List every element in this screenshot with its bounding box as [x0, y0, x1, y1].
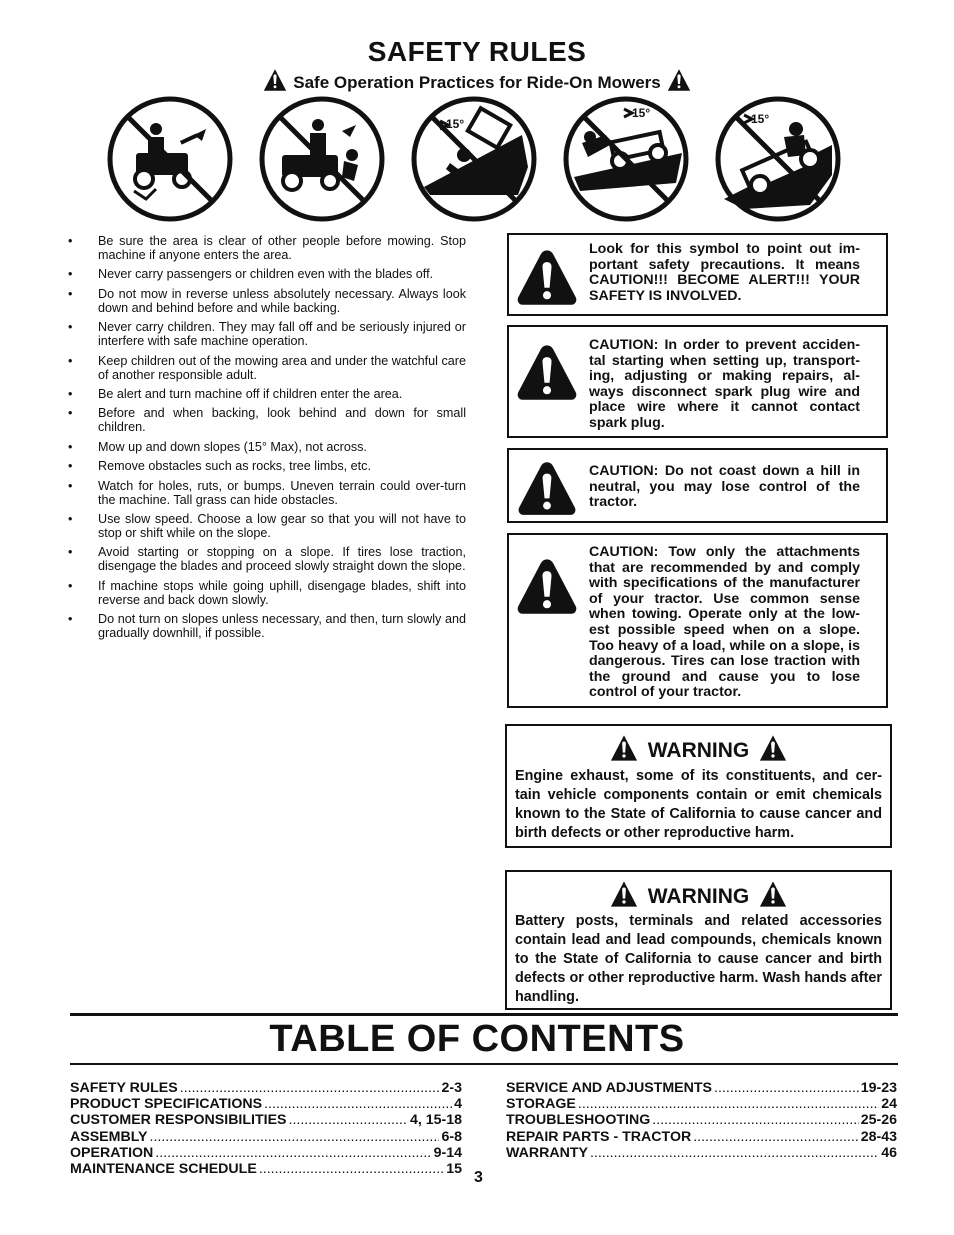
warning-triangle-icon [759, 880, 787, 908]
toc-entry-page: 19-23 [860, 1080, 897, 1096]
caution-triangle-icon [515, 242, 579, 310]
toc-entry[interactable] [506, 1080, 897, 1096]
toc-entry[interactable] [506, 1112, 897, 1128]
toc-entry[interactable] [506, 1145, 897, 1161]
toc-entry-page: 4, 15-18 [409, 1112, 462, 1129]
toc-entry-page: 9-14 [433, 1144, 462, 1161]
warning-text: Battery posts, terminals and related accessories contain lead and lead compounds, chemicals known to the State of California to cause cancer and birth defects or other reproductive harm. Wash hands after handling. [515, 913, 882, 1005]
safety-bullet: • Do not mow in reverse unless absolutely necessary. Always look down and behind before and while backing. [66, 287, 466, 315]
no-bystanders-pictogram-icon [106, 95, 234, 223]
pictogram-angle-label: 15° [632, 106, 651, 120]
subtitle-text: Safe Operation Practices for Ride-On Mowers [293, 73, 661, 92]
toc-entry[interactable] [70, 1145, 462, 1161]
toc-entry-page: 24 [881, 1096, 897, 1113]
toc-column-right [506, 1080, 897, 1161]
caution-triangle-icon [515, 551, 579, 619]
toc-entry-label: MAINTENANCE SCHEDULE [70, 1161, 257, 1178]
toc-entry[interactable] [70, 1080, 462, 1096]
caution-text: CAUTION: Tow only the attachments that are recommended by and comply with specifications of the manufacturer of your tractor. Use common sense when towing. Operate only at the low-est possible speed when on a slope. Too heavy of a load, while on a slope, is dangerous. Tires can lose traction with the ground and cause you to lose control of your tractor. [589, 544, 860, 701]
toc-entry-page: 4 [454, 1096, 462, 1113]
toc-entry[interactable] [70, 1112, 462, 1128]
caution-box [507, 533, 888, 708]
safety-bullet: • Never carry children. They may fall off and be seriously injured or interfere with safe machine operation. [66, 320, 466, 348]
safety-bullet: • Watch for holes, ruts, or bumps. Uneven terrain could over-turn the machine. Tall grass can hide obstacles. [66, 479, 466, 507]
caution-text: CAUTION: In order to prevent acciden-tal starting when setting up, transport-ing, adjusting or making repairs, al-ways disconnect spark plug wire and place wire where it cannot contact spark plug. [589, 337, 860, 431]
caution-box [507, 325, 888, 438]
safety-bullet: • Never carry passengers or children even with the blades off. [66, 267, 466, 281]
caution-text: CAUTION: Do not coast down a hill in neutral, you may lose control of the tractor. [589, 463, 860, 511]
no-passengers-pictogram-icon [258, 95, 386, 223]
warning-box [505, 724, 892, 848]
safety-bullet-list [66, 234, 466, 645]
caution-box [507, 233, 888, 316]
caution-triangle-icon [515, 337, 579, 405]
toc-entry[interactable] [506, 1129, 897, 1145]
warning-triangle-icon [610, 734, 638, 762]
warning-heading [507, 734, 890, 763]
toc-entry-label: PRODUCT SPECIFICATIONS [70, 1096, 263, 1113]
toc-entry-label: SERVICE AND ADJUSTMENTS [506, 1080, 713, 1096]
toc-entry-page: 28-43 [860, 1128, 897, 1145]
warning-heading-text: WARNING [647, 885, 750, 908]
safety-bullet: • Mow up and down slopes (15° Max), not across. [66, 440, 466, 454]
toc-entry-page: 25-26 [860, 1112, 897, 1129]
pictogram-angle-label: 15° [446, 117, 465, 131]
toc-entry-label: STORAGE [506, 1096, 576, 1113]
safety-bullet: • Before and when backing, look behind and down for small children. [66, 406, 466, 434]
toc-entry-page: 46 [881, 1144, 897, 1161]
page-number: 3 [474, 1169, 483, 1186]
caution-box [507, 448, 888, 523]
toc-entry[interactable] [70, 1161, 462, 1177]
toc-entry-page: 15 [446, 1161, 462, 1178]
warning-triangle-icon [263, 68, 287, 92]
toc-entry-label: CUSTOMER RESPONSIBILITIES [70, 1112, 287, 1129]
toc-title: TABLE OF CONTENTS [269, 1018, 685, 1060]
warning-text: Engine exhaust, some of its constituents, and cer-tain vehicle components contain or emit chemicals known to the State of California to cause cancer and birth defects or other reproductive harm. [515, 768, 882, 841]
toc-entry[interactable] [70, 1129, 462, 1145]
divider [70, 1013, 898, 1016]
safety-bullet: • Avoid starting or stopping on a slope. If tires lose traction, disengage the blades and proceed slowly straight down the slope. [66, 545, 466, 573]
toc-entry-page: 6-8 [441, 1128, 462, 1145]
safety-bullet: • Use slow speed. Choose a low gear so that you will not have to stop or shift while on the slope. [66, 512, 466, 540]
pictogram-angle-label: 15° [751, 112, 770, 126]
warning-triangle-icon [667, 68, 691, 92]
toc-entry-label: ASSEMBLY [70, 1128, 148, 1145]
toc-entry[interactable] [506, 1096, 897, 1112]
warning-heading [507, 880, 890, 909]
safety-bullet: • Do not turn on slopes unless necessary, and then, turn slowly and gradually downhill, if possible. [66, 612, 466, 640]
warning-triangle-icon [610, 880, 638, 908]
no-mowing-across-slope-pictogram-icon [410, 95, 538, 223]
no-tipping-on-slope-pictogram-icon [562, 95, 690, 223]
warning-triangle-icon [759, 734, 787, 762]
toc-entry[interactable] [70, 1096, 462, 1112]
toc-entry-label: OPERATION [70, 1144, 154, 1161]
caution-triangle-icon [515, 456, 579, 518]
slope-limit-pictogram-icon [714, 95, 842, 223]
toc-entry-label: SAFETY RULES [70, 1080, 178, 1096]
warning-box [505, 870, 892, 1010]
toc-column-left [70, 1080, 462, 1177]
caution-text: Look for this symbol to point out im-portant safety precautions. It means CAUTION!!! BECOME ALERT!!! YOUR SAFETY IS INVOLVED. [589, 241, 860, 304]
divider [70, 1063, 898, 1065]
safety-rules-title: SAFETY RULES [367, 36, 587, 67]
toc-entry-label: REPAIR PARTS - TRACTOR [506, 1128, 692, 1145]
toc-entry-page: 2-3 [441, 1080, 462, 1096]
toc-entry-label: WARRANTY [506, 1144, 588, 1161]
safety-bullet: • Remove obstacles such as rocks, tree limbs, etc. [66, 459, 466, 473]
safety-subtitle [0, 68, 954, 93]
warning-heading-text: WARNING [647, 739, 750, 762]
safety-bullet: • If machine stops while going uphill, disengage blades, shift into reverse and back down slowly. [66, 579, 466, 607]
toc-entry-label: TROUBLESHOOTING [506, 1112, 651, 1129]
safety-bullet: • Keep children out of the mowing area and under the watchful care of another responsible adult. [66, 354, 466, 382]
safety-bullet: • Be alert and turn machine off if children enter the area. [66, 387, 466, 401]
safety-bullet: • Be sure the area is clear of other people before mowing. Stop machine if anyone enters the area. [66, 234, 466, 262]
